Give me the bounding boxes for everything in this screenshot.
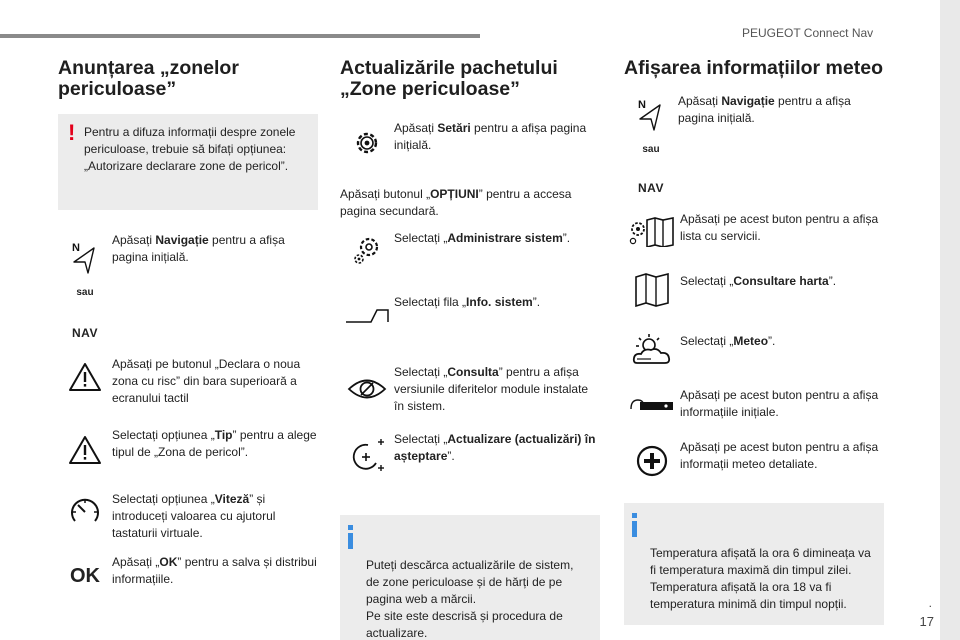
or-label: sau: [76, 287, 94, 298]
step-navigation: [624, 93, 884, 197]
step-text: Apăsați pe acest buton pentru a afișa informațiile inițiale.: [680, 388, 879, 419]
svg-text:N: N: [638, 99, 646, 111]
step-text: Selectați „Administrare sistem”.: [394, 231, 571, 245]
step-speed: [58, 491, 318, 542]
info-text: Puteți descărca actualizările de sistem, de zone periculoase și de hărți de pe pagina web a mărcii. Pe site este descrisă și procedura de actualizare.: [366, 558, 574, 640]
navigation-icon: [70, 240, 100, 274]
or-label: sau: [642, 144, 660, 155]
step-text: Apăsați butonul „OPȚIUNI” pentru a accesa pagina secundară.: [340, 187, 572, 218]
page-number: 17: [919, 614, 934, 629]
step-text: Apăsați Setări pentru a afișa pagina inițială.: [394, 121, 587, 152]
update-plus-icon: [348, 437, 386, 473]
step-text: Apăsați pe butonul „Declara o noua zona cu risc” din bara superioară a ecranului tactil: [112, 357, 301, 405]
header-title: PEUGEOT Connect Nav: [742, 26, 874, 40]
step-text: Selectați fila „Info. sistem”.: [394, 295, 541, 309]
step-text: Apăsați Navigație pentru a afișa pagina inițială.: [112, 233, 285, 264]
tab-icon: [345, 308, 389, 324]
step-text: Apăsați „OK” pentru a salva și distribui informațiile.: [112, 555, 317, 586]
column-danger-zones: [58, 58, 318, 588]
warning-box: [58, 114, 318, 210]
step-system-admin: [340, 230, 600, 266]
step-text: Apăsați pe acest buton pentru a afișa lista cu servicii.: [680, 212, 879, 243]
section-title-weather: Afișarea informațiilor meteo: [624, 57, 883, 79]
info-icon: [632, 513, 637, 537]
step-text: Apăsați Navigație pentru a afișa pagina inițială.: [678, 94, 851, 125]
step-system-info: [340, 294, 600, 324]
plus-circle-icon: [636, 445, 668, 477]
exclamation-icon: !: [68, 120, 76, 145]
step-text: Selectați „Consultare harta”.: [680, 274, 837, 288]
info-text: Temperatura afișată la ora 6 dimineața va fi temperatura maximă din timpul zilei. Temperatura afișată la ora 18 va fi temperatura minimă din timpul nopții.: [650, 546, 871, 611]
nav-button-icon: NAV: [72, 326, 98, 340]
step-detailed-info: [624, 439, 884, 477]
weather-bar-icon: [630, 397, 674, 411]
section-title-danger-zones: Anunțarea „zonelor periculoase”: [58, 57, 239, 100]
step-text: Selectați „Consulta” pentru a afișa versiunile diferitelor module instalate în sistem.: [394, 365, 589, 413]
step-text: Apăsați pe acest buton pentru a afișa informații meteo detaliate.: [680, 440, 879, 471]
info-icon: [348, 525, 353, 549]
info-box-updates: [340, 515, 600, 640]
speedometer-icon: [69, 497, 101, 527]
step-initial-info: [624, 387, 884, 421]
step-services: [624, 211, 884, 247]
warning-text: Pentru a difuza informații despre zonele periculoase, trebuie să bifați opțiunea: „Autorizare declarare zone de pericol”.: [84, 125, 296, 173]
gear-icon: [352, 128, 382, 158]
eye-icon: [347, 376, 387, 402]
step-meteo: [624, 333, 884, 365]
step-settings: [340, 120, 600, 158]
column-weather: [624, 58, 884, 625]
services-map-icon: [629, 217, 675, 247]
step-navigation: [58, 232, 318, 342]
section-title-updates: Actualizările pachetului „Zone periculoase”: [340, 57, 558, 100]
gears-icon: [351, 234, 383, 266]
step-type: [58, 427, 318, 465]
svg-text:N: N: [72, 242, 80, 254]
step-pending-updates: [340, 431, 600, 473]
warning-triangle-icon: [68, 362, 102, 392]
step-text: Selectați „Actualizare (actualizări) în așteptare”.: [394, 432, 596, 463]
step-consult-map: [624, 273, 884, 307]
weather-icon: [631, 333, 673, 365]
step-ok: [58, 554, 318, 588]
step-options: [340, 186, 600, 220]
step-declare-zone: [58, 356, 318, 407]
step-consult: [340, 364, 600, 415]
step-text: Selectați opțiunea „Tip” pentru a alege tipul de „Zona de pericol”.: [112, 428, 317, 459]
warning-triangle-icon: [68, 435, 102, 465]
info-box-weather: [624, 503, 884, 625]
ok-button-icon: OK: [70, 565, 100, 587]
navigation-icon: [636, 97, 666, 131]
step-text: Selectați opțiunea „Viteză” și introduceți valoarea cu ajutorul tastaturii virtuale.: [112, 492, 276, 540]
step-text: Selectați „Meteo”.: [680, 334, 776, 348]
page-dot: .: [928, 596, 932, 610]
nav-button-icon: NAV: [638, 181, 664, 195]
header-rule: [0, 34, 480, 38]
column-updates: [340, 58, 600, 640]
map-icon: [634, 273, 670, 307]
side-strip: [940, 0, 960, 640]
